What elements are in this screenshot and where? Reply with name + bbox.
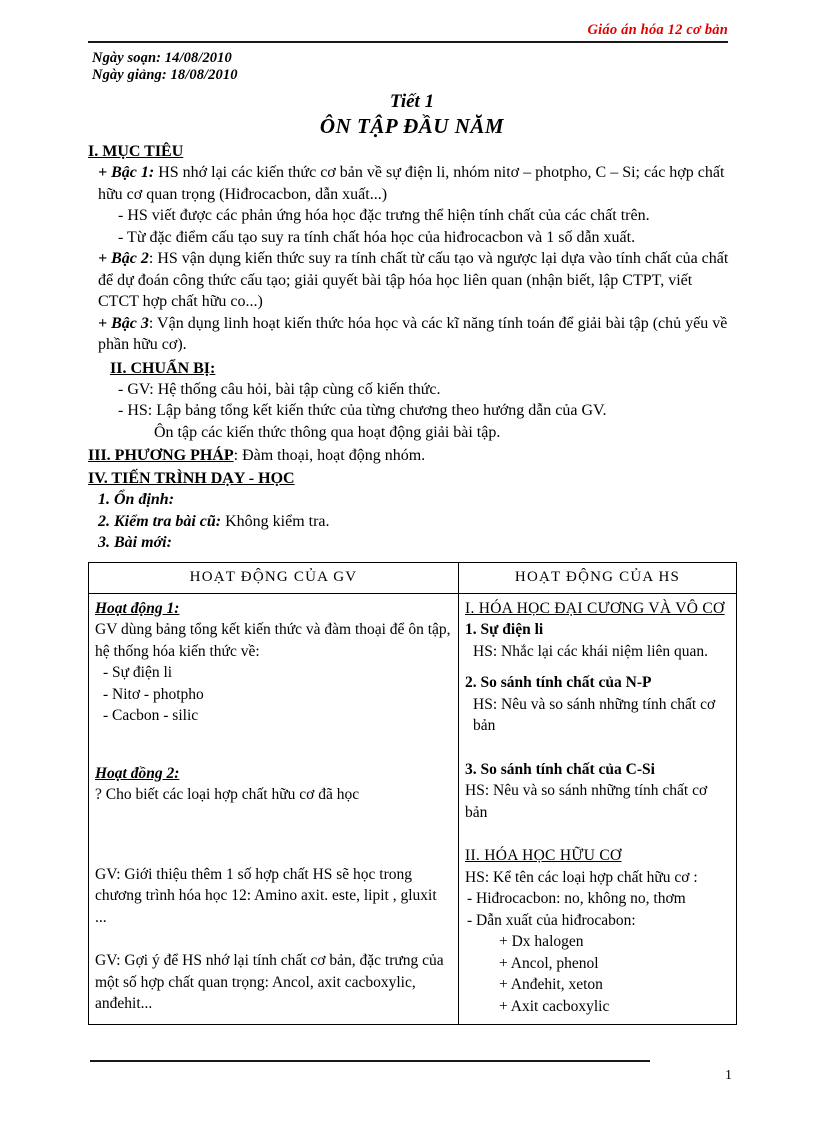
header-rule bbox=[88, 41, 728, 43]
spacer bbox=[95, 842, 452, 864]
bac1-text: HS nhớ lại các kiến thức cơ bản về sự điện li, nhóm nitơ – photpho, C – Si; các hợp chất hữu cơ quan trọng (Hiđrocacbon, dẫn xuất...) bbox=[98, 164, 725, 203]
muc-tieu-bac1 bbox=[88, 162, 736, 205]
spacer bbox=[95, 806, 452, 842]
hs-part2-bullet-2: - Dẫn xuất của hiđrocabon: bbox=[467, 911, 636, 929]
gv-goiy-paragraph: GV: Gợi ý để HS nhớ lại tính chất cơ bản, đặc trưng của một số hợp chất quan trọng: Ancol, axit cacboxylic, anđehit... bbox=[95, 952, 444, 1012]
bac1-label: + Bậc 1: bbox=[98, 164, 155, 181]
hs-part2-plus-4: + Axit cacboxylic bbox=[499, 997, 610, 1015]
lesson-title: ÔN TẬP ĐẦU NĂM bbox=[319, 114, 505, 138]
gv-activities bbox=[89, 594, 458, 1024]
muc-tieu-bac3 bbox=[88, 313, 736, 356]
hs-item2-title: 2. So sánh tính chất của N-P bbox=[465, 674, 652, 691]
table-header-row bbox=[89, 562, 737, 593]
section-chuan-bi-heading-row bbox=[88, 358, 736, 379]
document-header bbox=[88, 22, 728, 46]
hs-part2-bullet-1: - Hiđrocacbon: no, không no, thơm bbox=[467, 890, 686, 907]
tien-trinh-item-2-label: 2. Kiểm tra bài cũ: bbox=[98, 512, 222, 530]
gv-intro-paragraph: GV: Giới thiệu thêm 1 số hợp chất HS sẽ học trong chương trình hóa học 12: Amino axit. este, lipit , gluxit ... bbox=[95, 865, 437, 926]
hs-part1-heading: I. HÓA HỌC ĐẠI CƯƠNG VÀ VÔ CƠ bbox=[465, 599, 725, 617]
hs-part2-plus-3: + Anđehit, xeton bbox=[499, 976, 603, 993]
phuong-phap-text: : Đàm thoại, hoạt động nhóm. bbox=[233, 447, 426, 464]
spacer bbox=[465, 662, 730, 672]
spacer bbox=[465, 737, 730, 759]
muc-tieu-bullet-2: - Từ đặc điểm cấu tạo suy ra tính chất hóa học của hiđrocacbon và 1 số dẫn xuất. bbox=[118, 228, 636, 246]
bac3-label: + Bậc 3 bbox=[98, 314, 149, 332]
gv-hd2-title: Hoạt đồng 2: bbox=[95, 764, 180, 782]
hs-part2-plus-2: + Ancol, phenol bbox=[499, 954, 599, 972]
hs-part2-lead: HS: Kể tên các loại hợp chất hữu cơ : bbox=[465, 868, 698, 886]
section-heading-muc-tieu: I. MỤC TIÊU bbox=[88, 143, 184, 160]
gv-hd1-bullet-2: - Nitơ - photpho bbox=[103, 685, 204, 703]
hs-part2-heading: II. HÓA HỌC HỮU CƠ bbox=[465, 847, 622, 864]
chuan-bi-hs: - HS: Lập bảng tổng kết kiến thức của từng chương theo hướng dẫn của GV. bbox=[118, 402, 607, 419]
spacer bbox=[95, 727, 452, 763]
hs-item1-title: 1. Sự điện li bbox=[465, 621, 544, 638]
spacer bbox=[95, 928, 452, 950]
gv-hd1-title: Hoạt động 1: bbox=[95, 599, 180, 617]
gv-hd1-bullet-1: - Sự điện li bbox=[103, 664, 173, 681]
hs-item3-title: 3. So sánh tính chất của C-Si bbox=[465, 760, 655, 778]
section-phuong-phap-heading-row bbox=[88, 445, 736, 466]
table-cell-gv bbox=[89, 593, 459, 1024]
tien-trinh-item-3-label: 3. Bài mới: bbox=[98, 534, 172, 551]
header-running-title: Giáo án hóa 12 cơ bản bbox=[587, 22, 728, 38]
tien-trinh-item-2-text: Không kiểm tra. bbox=[221, 512, 330, 530]
bac2-text: : HS vận dụng kiến thức suy ra tính chất từ cấu tạo và ngược lại dựa vào tính chất của chất để dự đoán công thức cấu tạo; giải quyết bài tập hóa học liên quan (nhận biết, lập CTPT, viết CTCT hợp chất hữu co...) bbox=[98, 250, 729, 310]
section-muc-tieu-heading-row bbox=[88, 141, 736, 162]
gv-hd2-body: ? Cho biết các loại hợp chất hữu cơ đã học bbox=[95, 786, 360, 803]
section-heading-phuong-phap: III. PHƯƠNG PHÁP bbox=[88, 447, 234, 464]
muc-tieu-bac2 bbox=[88, 248, 736, 313]
hs-item3-body: HS: Nêu và so sánh những tính chất cơ bản bbox=[465, 782, 708, 821]
muc-tieu-bullet-1: - HS viết được các phản ứng hóa học đặc trưng thể hiện tính chất của các chất trên. bbox=[118, 207, 650, 224]
hs-part2-plus-1: + Dx halogen bbox=[499, 933, 584, 950]
gv-hd1-bullet-3: - Cacbon - silic bbox=[103, 707, 199, 724]
table-cell-hs bbox=[459, 593, 737, 1024]
date-block bbox=[88, 50, 736, 84]
chuan-bi-gv: - GV: Hệ thống câu hỏi, bài tập cùng cố kiến thức. bbox=[118, 380, 441, 398]
tien-trinh-item-2 bbox=[88, 511, 736, 533]
table-header-hs: HOẠT ĐỘNG CỦA HS bbox=[459, 562, 737, 593]
section-heading-chuan-bi: II. CHUẨN BỊ: bbox=[110, 359, 216, 377]
spacer bbox=[465, 823, 730, 845]
table-row bbox=[89, 593, 737, 1024]
hs-activities bbox=[459, 594, 736, 1024]
document-footer bbox=[88, 1060, 736, 1100]
footer-rule bbox=[90, 1060, 650, 1062]
tien-trinh-item-1-label: 1. Ổn định: bbox=[98, 491, 175, 508]
lesson-title-block bbox=[88, 90, 736, 139]
hs-item2-body: HS: Nêu và so sánh những tính chất cơ bản bbox=[473, 695, 716, 734]
bac2-label: + Bậc 2 bbox=[98, 250, 149, 267]
hs-item1-body: HS: Nhắc lại các khái niệm liên quan. bbox=[473, 642, 709, 660]
section-heading-tien-trinh: IV. TIẾN TRÌNH DẠY - HỌC bbox=[88, 470, 295, 487]
page-number: 1 bbox=[725, 1068, 732, 1083]
date-giang: Ngày giảng: 18/08/2010 bbox=[92, 67, 238, 83]
activities-table bbox=[88, 562, 737, 1025]
date-soan: Ngày soạn: 14/08/2010 bbox=[92, 50, 232, 66]
section-tien-trinh-heading-row bbox=[88, 468, 736, 489]
document-body bbox=[88, 50, 736, 1025]
gv-hd1-body: GV dùng bảng tổng kết kiến thức và đàm thoại để ôn tập, hệ thống hóa kiến thức về: bbox=[95, 621, 451, 660]
tien-trinh-item-3 bbox=[88, 532, 736, 554]
chuan-bi-hs-cont: Ôn tập các kiến thức thông qua hoạt động giải bài tập. bbox=[154, 423, 501, 441]
table-header-gv: HOẠT ĐỘNG CỦA GV bbox=[89, 562, 459, 593]
lesson-number: Tiết 1 bbox=[389, 91, 435, 112]
tien-trinh-item-1 bbox=[88, 489, 736, 511]
bac3-text: : Vận dụng linh hoạt kiến thức hóa học và các kĩ năng tính toán để giải bài tập (chủ yếu về phần hữu cơ). bbox=[98, 314, 728, 353]
